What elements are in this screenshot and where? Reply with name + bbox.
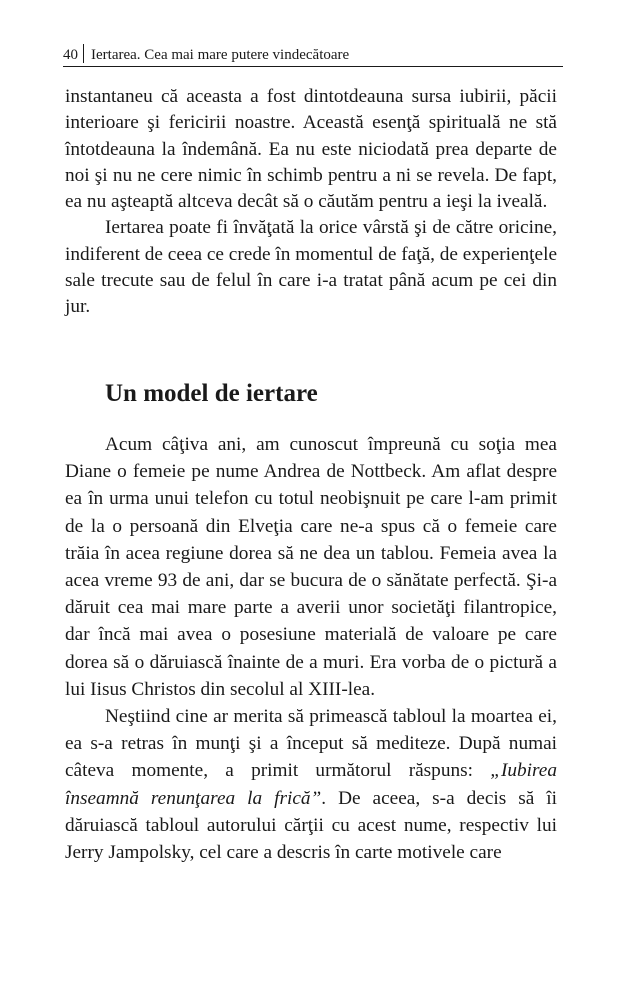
paragraph: Acum câţiva ani, am cunoscut împreună cu soţia mea Diane o femeie pe nume Andrea de Nottbeck. Am aflat despre ea în urma unui telefon cu totul neobişnuit pe care l-am primit de la o persoană din Elveţia care ne-a spus că o femeie care trăia în acea regiune dorea să ne dea un tablou. Femeia avea la acea vreme 93 de ani, dar se bucura de o sănătate perfectă. Şi-a dăruit cea mai mare parte a averii unor societăţi filantropice, dar încă mai avea o posesiune materială de valoare pe care dorea să o dăruiască înainte de a muri. Era vorba de o pictură a lui Iisus Christos din secolul al XIII-lea. (65, 434, 557, 700)
page-number: 40 (63, 47, 78, 63)
running-header (63, 44, 563, 66)
book-title-quote: „Iubirea înseamnă renunţarea la frică” (65, 760, 557, 809)
header-underline (63, 66, 563, 67)
header-divider (83, 44, 84, 63)
paragraph-continued: instantaneu că aceasta a fost dintotdeauna sursa iubirii, păcii interioare şi fericirii noastre. Această esenţă spirituală ne stă întotdeauna la îndemână. Ea nu este niciodată prea departe de noi şi nu ne cere nimic în schimb pentru a ni se revela. De fapt, ea nu aşteaptă altceva decât să o căutăm pentru a ieşi la iveală. (65, 86, 557, 213)
paragraph-text: Neştiind cine ar merita să primească tabloul la moartea ei, ea s-a retras în munţi şi a început să mediteze. După numai câteva momente, a primit următorul răspuns: (65, 706, 557, 782)
paragraph-text: . De aceea, s-a decis să îi dăruiască tabloul autorului cărţii cu acest nume, respectiv lui Jerry Jampolsky, cel care a descris în carte motivele care (65, 787, 557, 864)
running-header-title: Iertarea. Cea mai mare putere vindecătoare (91, 47, 350, 63)
paragraph (65, 703, 557, 866)
paragraph: Iertarea poate fi învăţată la orice vârstă şi de către oricine, indiferent de ceea ce crede în momentul de faţă, de experienţele sale trecute sau de felul în care i-a tratat până acum pe cei din jur. (65, 217, 557, 318)
section-title: Un model de iertare (105, 380, 318, 407)
text-block-section (65, 431, 557, 866)
text-block-top (65, 84, 557, 321)
